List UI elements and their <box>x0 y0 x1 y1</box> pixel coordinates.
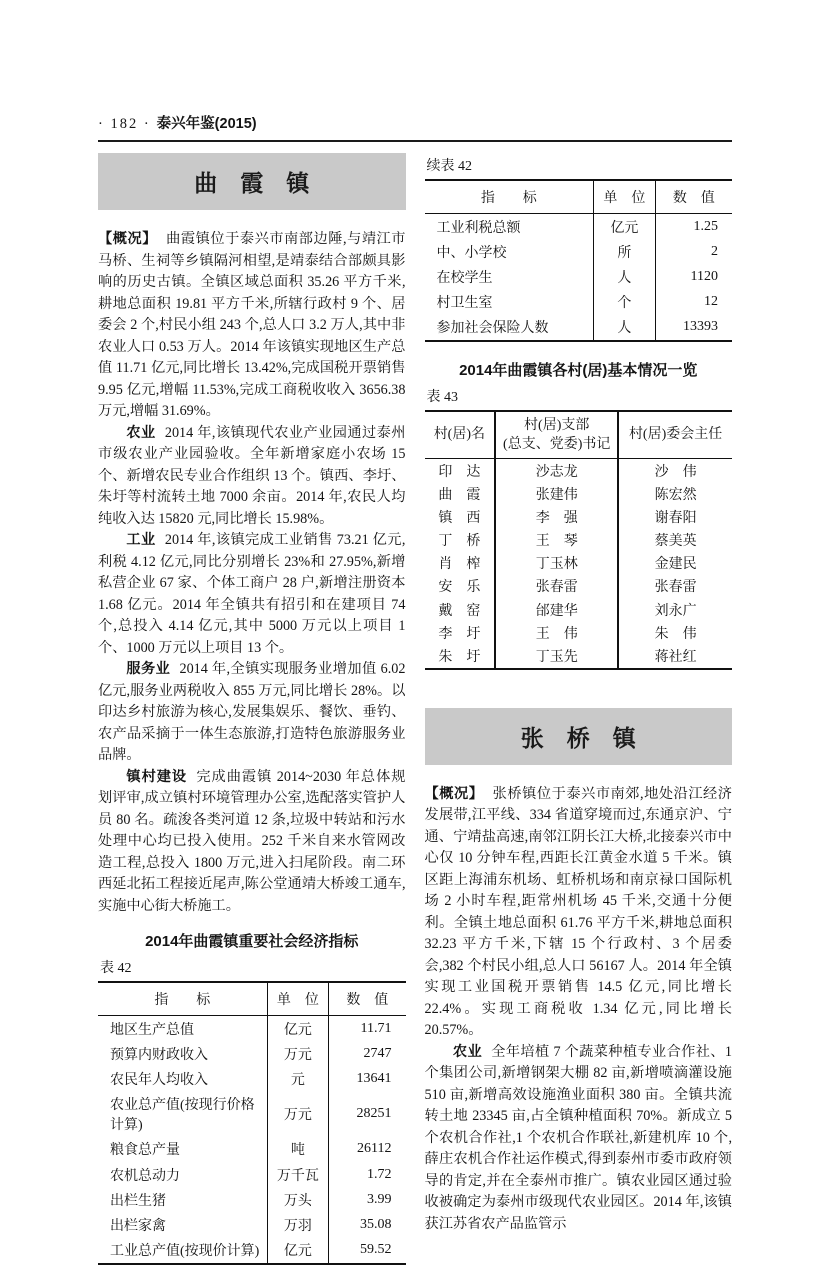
table-cell: 农机总动力 <box>98 1162 267 1187</box>
table42-cont-header-unit: 单 位 <box>594 180 656 214</box>
construction-text: 完成曲霞镇 2014~2030 年总体规划评审,成立镇村环境管理办公室,选配落实管护人员 80 名。疏浚各类河道 12 条,垃圾中转站和污水处理中心均已投入使用。252 千米自来水管网改造工程,总投入 1800 万元,进入扫尾阶段。南二环西延北拓工程接近尾声,陈公堂通靖大桥竣工通车,实施中心街大桥施工。 <box>98 768 406 914</box>
table-row <box>425 482 733 505</box>
table-row <box>425 621 733 644</box>
table-cell: 工业利税总额 <box>425 214 594 240</box>
table-row <box>98 1041 406 1066</box>
table43-header-director: 村(居)委会主任 <box>618 411 732 459</box>
table-cell: 朱 圩 <box>425 644 496 668</box>
table-row <box>425 529 733 552</box>
table-row <box>425 239 733 264</box>
table-row <box>98 1238 406 1264</box>
table42-header-unit: 单 位 <box>267 982 329 1016</box>
page-number: · 182 · <box>98 116 151 132</box>
table-cell: 人 <box>594 315 656 341</box>
quxia-town-title: 曲 霞 镇 <box>194 170 310 196</box>
table-cell: 万元 <box>267 1041 329 1066</box>
table-cell: 刘永广 <box>654 603 697 619</box>
table43-caption: 表 43 <box>426 389 458 405</box>
quxia-construction-paragraph <box>98 767 406 918</box>
table42-header-row <box>98 982 406 1016</box>
table-cell: 张建伟 <box>495 482 618 505</box>
table-cell: 26112 <box>357 1141 392 1157</box>
table-cell: 丁 桥 <box>425 529 496 552</box>
table42-title: 2014年曲霞镇重要社会经济指标 <box>145 933 359 950</box>
table42-continued <box>425 179 733 342</box>
overview-text: 张桥镇位于泰兴市南郊,地处沿江经济发展带,江平线、334 省道穿境而过,东通京沪、宁通、宁靖盐高速,南邻江阴长江大桥,北接泰兴市中心仅 10 分钟车程,西距长江黄金水道 5 千米。镇区距上海浦东机场、虹桥机场和南京禄口国际机场 2 小时车程,距常州机场 45 千米,交通十分便利。全镇土地总面积 61.76 平方千米,耕地总面积 32.23 平方千米,下辖 15 个行政村、3 个居委会,382 个村民小组,总人口 56167 人。2014 年全镇实现工业国税开票销售 14.5 亿元,同比增长 22.4%。实现工商税收 1.34 亿元,同比增长 20.57%。 <box>424 785 732 1039</box>
table-row <box>425 315 733 341</box>
table-cell: 中、小学校 <box>425 239 594 264</box>
table42 <box>98 981 406 1265</box>
table-cell: 12 <box>704 294 718 310</box>
table-cell: 丁玉先 <box>495 644 618 668</box>
agriculture-text: 全年培植 7 个蔬菜种植专业合作社、1 个集团公司,新增钢架大棚 82 亩,新增喷滴灌设施 510 亩,新增高效设施渔业面积 380 亩。全镇共流转土地 23345 亩,占全镇种植面积 70%。新成立 5 个农机合作社,1 个农机合作联社,新建机库 10 个,薛庄农机合作社运作模式,得到泰州市委市政府领导的肯定,并在全泰州市推广。镇农业园区通过验收被确定为泰州市级现代农业园区。2014 年,该镇获江苏省农产品监管示 <box>424 1043 732 1232</box>
table-row <box>425 290 733 315</box>
header-rule <box>98 140 732 142</box>
table-cell: 个 <box>594 290 656 315</box>
agriculture-text: 2014 年,该镇现代农业产业园通过泰州市级农业产业园验收。全年新增家庭小农场 15 个、新增农民专业合作组织 13 个。镇西、李圩、朱圩等村流转土地 7000 余亩。2014 年,农民人均纯收入达 15820 元,同比增长 15.98%。 <box>98 424 406 527</box>
two-column-layout <box>98 153 732 1265</box>
table-cell: 元 <box>267 1066 329 1091</box>
table-cell: 吨 <box>267 1137 329 1162</box>
yearbook-page <box>98 112 732 1265</box>
quxia-agriculture-paragraph <box>98 423 406 531</box>
table-cell: 张春雷 <box>654 580 697 596</box>
zhangqiao-agriculture-paragraph <box>425 1042 733 1236</box>
book-title: 泰兴年鉴(2015) <box>156 116 257 132</box>
industry-label: 工业 <box>126 532 156 548</box>
table-cell: 李 圩 <box>425 621 496 644</box>
table43-header-secretary-line1: 村(居)支部 <box>524 417 590 433</box>
table-row <box>425 575 733 598</box>
zhangqiao-town-title: 张 桥 镇 <box>520 724 636 751</box>
table-cell: 人 <box>594 264 656 289</box>
table-cell: 1.25 <box>693 218 718 234</box>
table-cell: 谢春阳 <box>654 510 697 526</box>
zhangqiao-overview-paragraph <box>425 784 733 1042</box>
table-cell: 曲 霞 <box>425 482 496 505</box>
table-cell: 28251 <box>356 1106 392 1122</box>
table43-header-secretary <box>495 411 618 459</box>
table-cell: 农业总产值(按现行价格计算) <box>98 1092 267 1137</box>
table-row <box>425 505 733 528</box>
table-cell: 13393 <box>683 319 718 335</box>
table-row <box>425 458 733 482</box>
table42-cont-caption: 续表 42 <box>426 159 472 174</box>
table-cell: 工业总产值(按现价计算) <box>98 1238 267 1264</box>
table-cell: 所 <box>594 239 656 264</box>
table-row <box>98 1066 406 1091</box>
left-column <box>98 153 406 1265</box>
overview-label: 【概况】 <box>424 785 484 802</box>
table43-header-row <box>425 411 733 459</box>
quxia-overview-paragraph <box>98 229 406 423</box>
right-column <box>425 153 733 1265</box>
table43-title: 2014年曲霞镇各村(居)基本情况一览 <box>459 361 698 379</box>
agriculture-label: 农业 <box>452 1043 483 1060</box>
table-cell: 1120 <box>690 268 718 284</box>
table-cell: 沙 伟 <box>654 464 697 480</box>
table-cell: 蒋社红 <box>654 650 697 666</box>
table-cell: 丁玉林 <box>495 552 618 575</box>
table42-caption: 表 42 <box>100 961 132 976</box>
table-cell: 陈宏然 <box>654 487 697 503</box>
table-cell: 亿元 <box>594 214 656 240</box>
table-cell: 王 琴 <box>495 529 618 552</box>
table42-header-value: 数 值 <box>329 982 406 1016</box>
table-cell: 王 伟 <box>495 621 618 644</box>
agriculture-label: 农业 <box>126 424 156 441</box>
overview-label: 【概况】 <box>98 231 157 247</box>
table-row <box>425 264 733 289</box>
table-row <box>98 1162 406 1187</box>
table-cell: 李 强 <box>495 505 618 528</box>
table-cell: 亿元 <box>267 1016 329 1042</box>
table-cell: 镇 西 <box>425 505 496 528</box>
table-row <box>98 1137 406 1162</box>
table-cell: 亿元 <box>267 1238 329 1264</box>
table-cell: 35.08 <box>360 1216 392 1232</box>
table-row <box>98 1212 406 1237</box>
table-row <box>425 598 733 621</box>
zhangqiao-town-banner <box>425 708 733 765</box>
table-cell: 农民年人均收入 <box>98 1066 267 1091</box>
table-cell: 粮食总产量 <box>98 1137 267 1162</box>
table-cell: 朱 伟 <box>654 626 697 642</box>
table-cell: 安 乐 <box>425 575 496 598</box>
table-cell: 张春雷 <box>495 575 618 598</box>
table-cell: 11.71 <box>360 1020 392 1036</box>
table-row <box>98 1187 406 1212</box>
quxia-town-banner <box>98 153 406 210</box>
table-cell: 13641 <box>356 1070 392 1086</box>
table-cell: 59.52 <box>360 1242 392 1258</box>
table-cell: 村卫生室 <box>425 290 594 315</box>
running-head <box>98 112 732 140</box>
table-cell: 在校学生 <box>425 264 594 289</box>
table42-header-indicator: 指 标 <box>98 982 267 1016</box>
table43 <box>425 410 733 670</box>
table-cell: 蔡美英 <box>654 534 697 550</box>
services-text: 2014 年,全镇实现服务业增加值 6.02 亿元,服务业两税收入 855 万元,同比增长 28%。以印达乡村旅游为核心,发展集娱乐、餐饮、垂钓、农产品采摘于一体生态旅游,打造特色旅游服务业品牌。 <box>98 661 406 763</box>
table-cell: 参加社会保险人数 <box>425 315 594 341</box>
table-cell: 印 达 <box>425 458 496 482</box>
table-cell: 邰建华 <box>495 598 618 621</box>
table-cell: 万元 <box>267 1092 329 1137</box>
quxia-services-paragraph <box>98 659 406 767</box>
table-cell: 出栏家禽 <box>98 1212 267 1237</box>
overview-text: 曲霞镇位于泰兴市南部边陲,与靖江市马桥、生祠等乡镇隔河相望,是靖泰结合部颇具影响的历史古镇。全镇区域总面积 35.26 平方千米,耕地总面积 19.81 平方千米,所辖行政村 9 个、居委会 2 个,村民小组 243 个,总人口 3.2 万人,其中非农业人口 0.53 万人。2014 年该镇实现地区生产总值 11.71 亿元,同比增长 13.42%,完成国税开票销售 9.95 亿元,增幅 11.53%,完成工商税收收入 3656.38 万元,增幅 31.69%。 <box>98 231 406 419</box>
table-cell: 2747 <box>363 1045 392 1061</box>
quxia-industry-paragraph <box>98 530 406 659</box>
table-cell: 沙志龙 <box>495 458 618 482</box>
services-label: 服务业 <box>126 661 171 677</box>
table43-header-village: 村(居)名 <box>425 411 496 459</box>
industry-text: 2014 年,该镇完成工业销售 73.21 亿元,利税 4.12 亿元,同比分别增长 23%和 27.95%,新增私营企业 67 家、个体工商户 28 户,新增注册资本 1.68 亿元。2014 年全镇共有招引和在建项目 74 个,总投入 4.14 亿元,其中 5000 万元以上项目 1 个、1000 万元以上项目 13 个。 <box>98 532 406 656</box>
table-cell: 肖 榨 <box>425 552 496 575</box>
table-row <box>98 1016 406 1042</box>
table-cell: 万千瓦 <box>267 1162 329 1187</box>
table-cell: 万羽 <box>267 1212 329 1237</box>
table-cell: 戴 窑 <box>425 598 496 621</box>
table-cell: 预算内财政收入 <box>98 1041 267 1066</box>
table42-cont-header-value: 数 值 <box>655 180 732 214</box>
table42-cont-header-row <box>425 180 733 214</box>
table-cell: 出栏生猪 <box>98 1187 267 1212</box>
table-cell: 1.72 <box>367 1166 392 1182</box>
table-row <box>98 1092 406 1137</box>
construction-label: 镇村建设 <box>126 768 188 785</box>
table-row <box>425 644 733 668</box>
table-row <box>425 552 733 575</box>
table-cell: 地区生产总值 <box>98 1016 267 1042</box>
table43-header-secretary-line2: (总支、党委)书记 <box>503 436 611 452</box>
table42-cont-header-indicator: 指 标 <box>425 180 594 214</box>
table-cell: 万头 <box>267 1187 329 1212</box>
table-cell: 2 <box>711 243 718 259</box>
table-cell: 3.99 <box>367 1191 392 1207</box>
table-row <box>425 214 733 240</box>
table-cell: 金建民 <box>654 557 697 573</box>
